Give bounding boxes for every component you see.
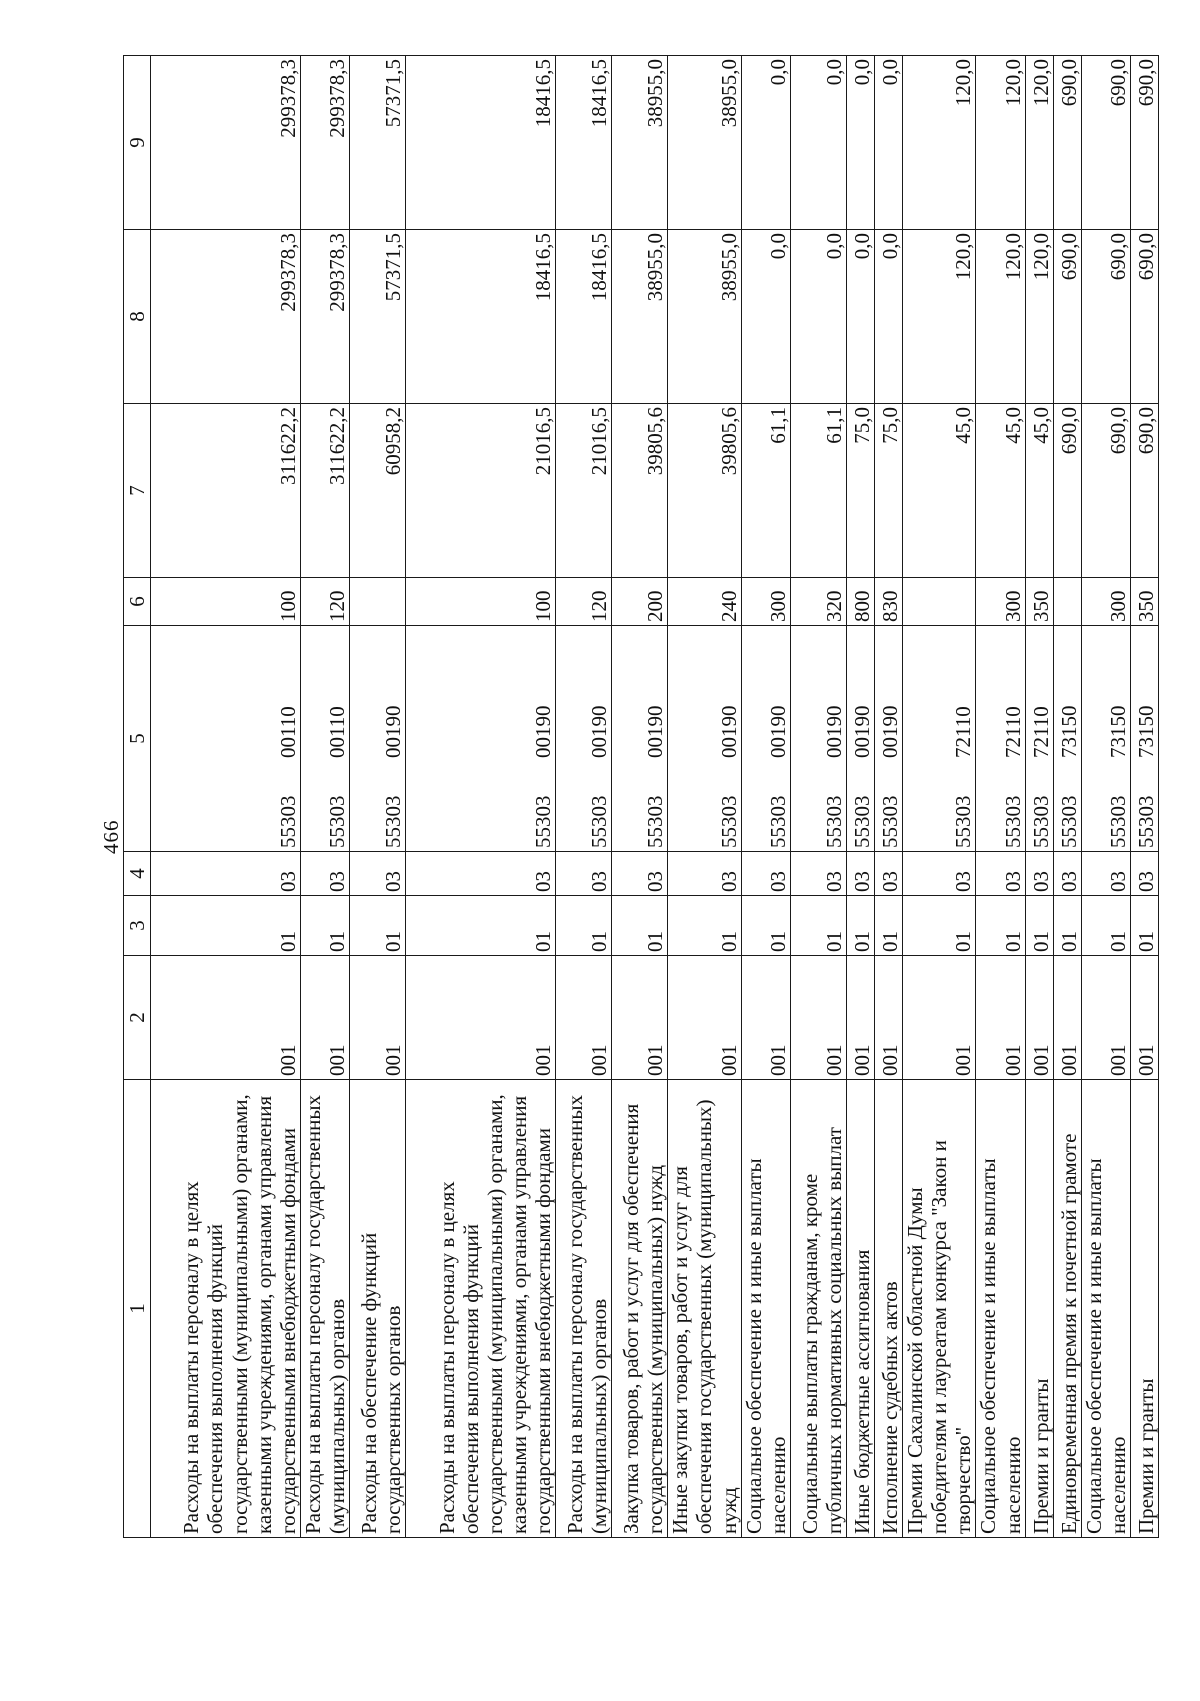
- program-code: 55303: [325, 795, 350, 848]
- amount-col9: 690,0: [1081, 56, 1130, 230]
- section-code: 01: [612, 896, 668, 956]
- amount-col7: 45,0: [1025, 404, 1053, 578]
- amount-col9: 0,0: [846, 56, 874, 230]
- target-article: [406, 626, 556, 852]
- page-number: 466: [99, 819, 123, 854]
- program-code: 55303: [587, 795, 612, 848]
- table-row: [1130, 56, 1158, 1538]
- admin-code: 001: [790, 956, 846, 1080]
- section-code: 01: [741, 896, 790, 956]
- amount-col8: 690,0: [1081, 230, 1130, 404]
- expense-type-code: 300: [741, 578, 790, 626]
- expense-type-code: 200: [612, 578, 668, 626]
- expense-type-code: 240: [668, 578, 741, 626]
- admin-code: 001: [1025, 956, 1053, 1080]
- section-code: 01: [668, 896, 741, 956]
- item-name: Расходы на обеспечение функций государственных органов: [350, 1080, 406, 1538]
- table-row: [1053, 56, 1081, 1538]
- program-code: 55303: [381, 795, 406, 848]
- section-code: 01: [1081, 896, 1130, 956]
- target-article: [1081, 626, 1130, 852]
- subsection-code: 03: [1081, 852, 1130, 896]
- direction-code: 00110: [275, 706, 300, 758]
- target-article: [151, 626, 301, 852]
- direction-code: 00190: [821, 705, 846, 758]
- amount-col7: 61,1: [790, 404, 846, 578]
- program-code: 55303: [1133, 795, 1158, 848]
- target-article: [902, 626, 975, 852]
- item-name: Единовременная премия к почетной грамоте: [1053, 1080, 1081, 1538]
- subsection-code: 03: [556, 852, 612, 896]
- amount-col8: 18416,5: [556, 230, 612, 404]
- item-name: Исполнение судебных актов: [874, 1080, 902, 1538]
- target-article: [301, 626, 350, 852]
- amount-col9: 38955,0: [668, 56, 741, 230]
- amount-col7: 690,0: [1053, 404, 1081, 578]
- amount-col9: 120,0: [902, 56, 975, 230]
- section-code: 01: [151, 896, 301, 956]
- direction-code: 00190: [531, 705, 556, 758]
- amount-col7: 21016,5: [556, 404, 612, 578]
- expense-type-code: 830: [874, 578, 902, 626]
- table-row: [612, 56, 668, 1538]
- subsection-code: 03: [406, 852, 556, 896]
- program-code: 55303: [821, 795, 846, 848]
- amount-col7: 690,0: [1130, 404, 1158, 578]
- admin-code: 001: [1081, 956, 1130, 1080]
- item-name: Социальное обеспечение и иные выплаты населению: [976, 1080, 1025, 1538]
- section-code: 01: [846, 896, 874, 956]
- direction-code: 00190: [716, 705, 741, 758]
- amount-col9: 38955,0: [612, 56, 668, 230]
- admin-code: 001: [612, 956, 668, 1080]
- table-row: [556, 56, 612, 1538]
- subsection-code: 03: [301, 852, 350, 896]
- amount-col7: 311622,2: [301, 404, 350, 578]
- table-row: [874, 56, 902, 1538]
- amount-col8: 57371,5: [350, 230, 406, 404]
- subsection-code: 03: [741, 852, 790, 896]
- section-code: 01: [874, 896, 902, 956]
- amount-col9: 299378,3: [151, 56, 301, 230]
- table-row: [151, 56, 301, 1538]
- expense-type-code: [902, 578, 975, 626]
- subsection-code: 03: [612, 852, 668, 896]
- amount-col7: 39805,6: [668, 404, 741, 578]
- target-article: [668, 626, 741, 852]
- section-code: 01: [976, 896, 1025, 956]
- table-row: [668, 56, 741, 1538]
- amount-col9: 0,0: [874, 56, 902, 230]
- subsection-code: 03: [1025, 852, 1053, 896]
- direction-code: 00190: [381, 705, 406, 758]
- direction-code: 00190: [643, 705, 668, 758]
- item-name: Расходы на выплаты персоналу в целях обеспечения выполнения функций государственными (муниципальными) органами, казенными учреждениями, органами управления государственными внебюджетными фондами: [406, 1080, 556, 1538]
- amount-col8: 0,0: [790, 230, 846, 404]
- amount-col8: 690,0: [1130, 230, 1158, 404]
- target-article: [350, 626, 406, 852]
- program-code: 55303: [1028, 795, 1053, 848]
- admin-code: 001: [902, 956, 975, 1080]
- amount-col8: 690,0: [1053, 230, 1081, 404]
- target-article: [976, 626, 1025, 852]
- amount-col9: 120,0: [976, 56, 1025, 230]
- amount-col7: 45,0: [902, 404, 975, 578]
- direction-code: 73150: [1105, 705, 1130, 758]
- item-name: Закупка товаров, работ и услуг для обеспечения государственных (муниципальных) нужд: [612, 1080, 668, 1538]
- table-row: [350, 56, 406, 1538]
- column-header: 5: [124, 626, 151, 852]
- amount-col9: 0,0: [741, 56, 790, 230]
- target-article: [874, 626, 902, 852]
- direction-code: 73150: [1133, 705, 1158, 758]
- expense-type-code: 800: [846, 578, 874, 626]
- item-name: Социальное обеспечение и иные выплаты населению: [741, 1080, 790, 1538]
- subsection-code: 03: [350, 852, 406, 896]
- amount-col8: 0,0: [741, 230, 790, 404]
- admin-code: 001: [874, 956, 902, 1080]
- program-code: 55303: [1105, 795, 1130, 848]
- amount-col9: 690,0: [1130, 56, 1158, 230]
- expense-type-code: 120: [301, 578, 350, 626]
- table-row: [976, 56, 1025, 1538]
- amount-col7: 311622,2: [151, 404, 301, 578]
- section-code: 01: [1025, 896, 1053, 956]
- expense-type-code: 300: [976, 578, 1025, 626]
- table-row: [790, 56, 846, 1538]
- expense-type-code: 100: [151, 578, 301, 626]
- section-code: 01: [406, 896, 556, 956]
- table-row: [301, 56, 350, 1538]
- expense-type-code: 350: [1025, 578, 1053, 626]
- amount-col9: 18416,5: [556, 56, 612, 230]
- column-header: 6: [124, 578, 151, 626]
- direction-code: 72110: [1000, 706, 1025, 758]
- column-header: 2: [124, 956, 151, 1080]
- section-code: 01: [1130, 896, 1158, 956]
- subsection-code: 03: [1053, 852, 1081, 896]
- item-name: Расходы на выплаты персоналу в целях обеспечения выполнения функций государственными (муниципальными) органами, казенными учреждениями, органами управления государственными внебюджетными фондами: [151, 1080, 301, 1538]
- target-article: [741, 626, 790, 852]
- expense-type-code: 320: [790, 578, 846, 626]
- item-name: Расходы на выплаты персоналу государственных (муниципальных) органов: [301, 1080, 350, 1538]
- section-code: 01: [301, 896, 350, 956]
- admin-code: 001: [406, 956, 556, 1080]
- expense-type-code: 120: [556, 578, 612, 626]
- program-code: 55303: [275, 795, 300, 848]
- amount-col7: 61,1: [741, 404, 790, 578]
- subsection-code: 03: [846, 852, 874, 896]
- subsection-code: 03: [976, 852, 1025, 896]
- subsection-code: 03: [902, 852, 975, 896]
- amount-col8: 120,0: [976, 230, 1025, 404]
- amount-col8: 0,0: [846, 230, 874, 404]
- table-row: [406, 56, 556, 1538]
- item-name: Иные бюджетные ассигнования: [846, 1080, 874, 1538]
- section-code: 01: [350, 896, 406, 956]
- amount-col9: 299378,3: [301, 56, 350, 230]
- admin-code: 001: [556, 956, 612, 1080]
- direction-code: 72110: [1028, 706, 1053, 758]
- amount-col9: 120,0: [1025, 56, 1053, 230]
- admin-code: 001: [846, 956, 874, 1080]
- direction-code: 73150: [1056, 705, 1081, 758]
- target-article: [556, 626, 612, 852]
- amount-col9: 0,0: [790, 56, 846, 230]
- amount-col9: 18416,5: [406, 56, 556, 230]
- target-article: [1025, 626, 1053, 852]
- program-code: 55303: [765, 795, 790, 848]
- program-code: 55303: [531, 795, 556, 848]
- table-row: [1025, 56, 1053, 1538]
- expense-type-code: [1053, 578, 1081, 626]
- amount-col8: 0,0: [874, 230, 902, 404]
- program-code: 55303: [1056, 795, 1081, 848]
- amount-col7: 690,0: [1081, 404, 1130, 578]
- direction-code: 72110: [951, 706, 976, 758]
- direction-code: 00190: [587, 705, 612, 758]
- program-code: 55303: [951, 795, 976, 848]
- admin-code: 001: [151, 956, 301, 1080]
- item-name: Премии Сахалинской областной Думы победителям и лауреатам конкурса "Закон и творчество": [902, 1080, 975, 1538]
- program-code: 55303: [849, 795, 874, 848]
- amount-col8: 18416,5: [406, 230, 556, 404]
- amount-col7: 21016,5: [406, 404, 556, 578]
- column-header: 8: [124, 230, 151, 404]
- direction-code: 00190: [849, 705, 874, 758]
- budget-table: [123, 55, 1159, 1538]
- target-article: [1053, 626, 1081, 852]
- program-code: 55303: [643, 795, 668, 848]
- program-code: 55303: [716, 795, 741, 848]
- table-row: [846, 56, 874, 1538]
- expense-type-code: [350, 578, 406, 626]
- subsection-code: 03: [668, 852, 741, 896]
- column-header: 9: [124, 56, 151, 230]
- direction-code: 00110: [325, 706, 350, 758]
- item-name: Иные закупки товаров, работ и услуг для обеспечения государственных (муниципальных) нужд: [668, 1080, 741, 1538]
- table-row: [902, 56, 975, 1538]
- target-article: [612, 626, 668, 852]
- amount-col7: 39805,6: [612, 404, 668, 578]
- admin-code: 001: [350, 956, 406, 1080]
- amount-col8: 38955,0: [612, 230, 668, 404]
- amount-col7: 75,0: [846, 404, 874, 578]
- amount-col9: 57371,5: [350, 56, 406, 230]
- table-row: [1081, 56, 1130, 1538]
- item-name: Социальное обеспечение и иные выплаты населению: [1081, 1080, 1130, 1538]
- program-code: 55303: [1000, 795, 1025, 848]
- column-header: 7: [124, 404, 151, 578]
- admin-code: 001: [1130, 956, 1158, 1080]
- rotated-page: [97, 59, 1158, 1544]
- subsection-code: 03: [151, 852, 301, 896]
- amount-col7: 45,0: [976, 404, 1025, 578]
- admin-code: 001: [976, 956, 1025, 1080]
- expense-type-code: 350: [1130, 578, 1158, 626]
- program-code: 55303: [877, 795, 902, 848]
- subsection-code: 03: [874, 852, 902, 896]
- amount-col8: 120,0: [902, 230, 975, 404]
- direction-code: 00190: [877, 705, 902, 758]
- item-name: Социальные выплаты гражданам, кроме публичных нормативных социальных выплат: [790, 1080, 846, 1538]
- section-code: 01: [556, 896, 612, 956]
- amount-col8: 299378,3: [151, 230, 301, 404]
- admin-code: 001: [668, 956, 741, 1080]
- section-code: 01: [790, 896, 846, 956]
- admin-code: 001: [301, 956, 350, 1080]
- target-article: [790, 626, 846, 852]
- column-header: 4: [124, 852, 151, 896]
- amount-col7: 75,0: [874, 404, 902, 578]
- table-body: [151, 56, 1159, 1538]
- item-name: Премии и гранты: [1130, 1080, 1158, 1538]
- item-name: Расходы на выплаты персоналу государственных (муниципальных) органов: [556, 1080, 612, 1538]
- target-article: [1130, 626, 1158, 852]
- column-header: 3: [124, 896, 151, 956]
- amount-col8: 299378,3: [301, 230, 350, 404]
- table-row: [741, 56, 790, 1538]
- amount-col7: 60958,2: [350, 404, 406, 578]
- amount-col8: 120,0: [1025, 230, 1053, 404]
- expense-type-code: 100: [406, 578, 556, 626]
- amount-col8: 38955,0: [668, 230, 741, 404]
- direction-code: 00190: [765, 705, 790, 758]
- admin-code: 001: [1053, 956, 1081, 1080]
- target-article: [846, 626, 874, 852]
- header-row: [124, 56, 151, 1538]
- subsection-code: 03: [790, 852, 846, 896]
- admin-code: 001: [741, 956, 790, 1080]
- subsection-code: 03: [1130, 852, 1158, 896]
- item-name: Премии и гранты: [1025, 1080, 1053, 1538]
- column-header: 1: [124, 1080, 151, 1538]
- section-code: 01: [1053, 896, 1081, 956]
- section-code: 01: [902, 896, 975, 956]
- amount-col9: 690,0: [1053, 56, 1081, 230]
- expense-type-code: 300: [1081, 578, 1130, 626]
